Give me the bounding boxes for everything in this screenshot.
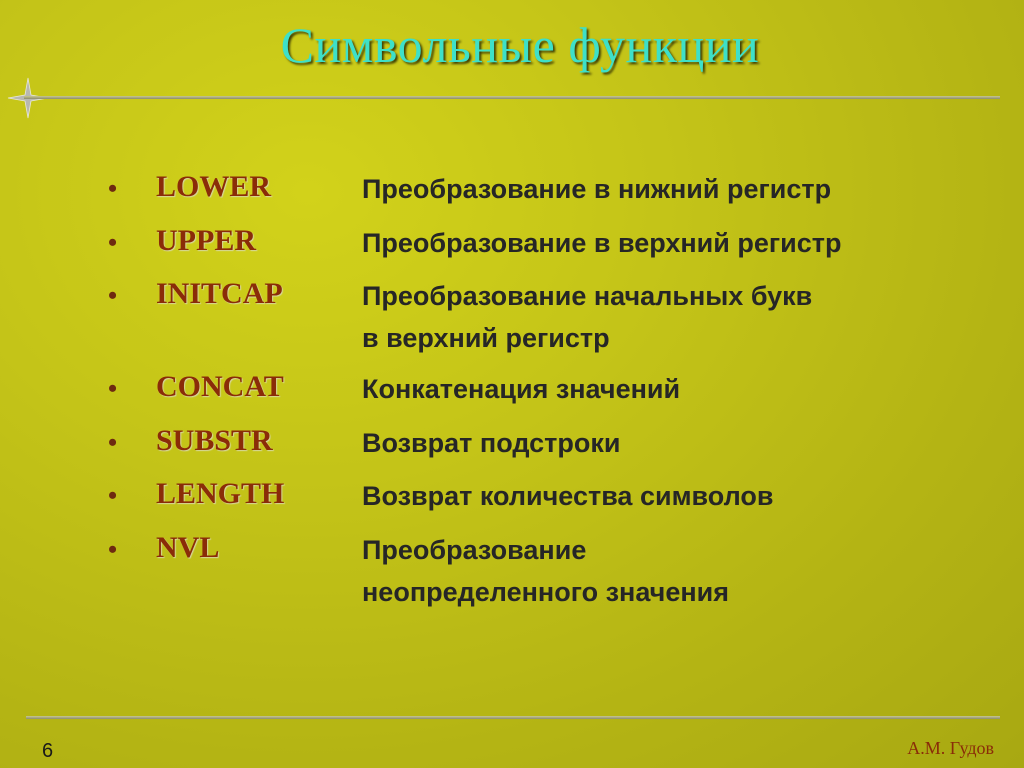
function-name: INITCAP (156, 277, 283, 310)
function-name: UPPER (156, 224, 256, 257)
description-line: Преобразование в нижний регистр (362, 174, 832, 204)
function-name: NVL (156, 531, 220, 564)
bullet: • (108, 228, 118, 257)
description-line: Преобразование (362, 535, 587, 565)
function-name: LOWER (156, 170, 272, 203)
footer-divider (26, 716, 1000, 719)
bullet: • (108, 428, 118, 457)
description-line: Возврат подстроки (362, 428, 621, 458)
function-description (362, 168, 831, 210)
page-number: 6 (42, 740, 54, 762)
bullet: • (108, 481, 118, 510)
function-description (362, 368, 680, 410)
description-line: Преобразование начальных букв (362, 281, 813, 311)
description-line: Конкатенация значений (362, 374, 681, 404)
slide-title: Символьные функции (280, 17, 760, 73)
author-credit: А.М. Гудов (907, 738, 994, 758)
bullet: • (108, 374, 118, 403)
bullet: • (108, 174, 118, 203)
function-description (362, 475, 774, 517)
description-line: Возврат количества символов (362, 481, 774, 511)
function-description (362, 275, 812, 359)
function-description (362, 422, 620, 464)
function-description (362, 529, 729, 613)
description-line: неопределенного значения (362, 577, 730, 607)
bullet: • (108, 535, 118, 564)
bullet: • (108, 281, 118, 310)
function-name: LENGTH (156, 477, 285, 510)
function-name: CONCAT (156, 370, 284, 403)
function-description (362, 222, 841, 264)
description-line: в верхний регистр (362, 323, 610, 353)
function-name: SUBSTR (156, 424, 273, 457)
description-line: Преобразование в верхний регистр (362, 228, 842, 258)
